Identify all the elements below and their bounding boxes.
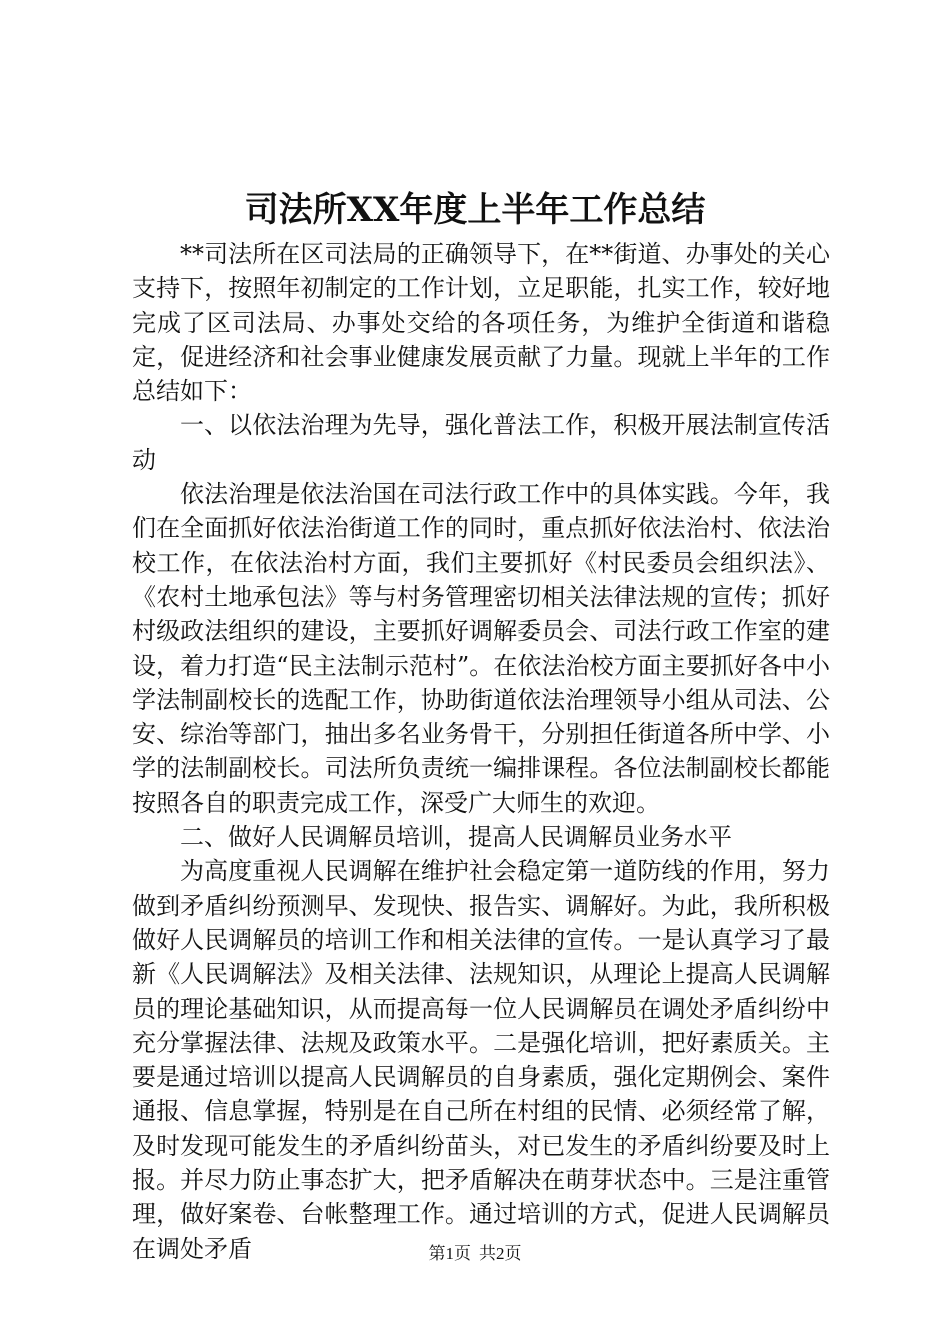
page-title: 司法所XX年度上半年工作总结 bbox=[244, 190, 706, 230]
page-number: 第1页 bbox=[428, 1244, 471, 1263]
page-footer bbox=[0, 1242, 950, 1266]
section-2-paragraph: 为高度重视人民调解在维护社会稳定第一道防线的作用，努力做到矛盾纠纷预测早、发现快、报告实、调解好。为此，我所积极做好人民调解员的培训工作和相关法律的宣传。一是认真学习了最新《人民调解法》及相关法律、法规知识，从理论上提高人民调解员的理论基础知识，从而提高每一位人民调解员在调处矛盾纠纷中充分掌握法律、法规及政策水平。二是强化培训，把好素质关。主要是通过培训以提高人民调解员的自身素质，强化定期例会、案件通报、信息掌握，特别是在自己所在村组的民情、必须经常了解，及时发现可能发生的矛盾纠纷苗头，对已发生的矛盾纠纷要及时上报。并尽力防止事态扩大，把矛盾解决在萌芽状态中。三是注重管理，做好案卷、台帐整理工作。通过培训的方式，促进人民调解员在调处矛盾 bbox=[132, 857, 830, 1263]
section-heading-1: 一、以依法治理为先导，强化普法工作，积极开展法制宣传活动 bbox=[132, 411, 830, 474]
section-1-paragraph: 依法治理是依法治国在司法行政工作中的具体实践。今年，我们在全面抓好依法治街道工作的同时，重点抓好依法治村、依法治校工作，在依法治村方面，我们主要抓好《村民委员会组织法》、《农村土地承包法》等与村务管理密切相关法律法规的宣传；抓好村级政法组织的建设，主要抓好调解委员会、司法行政工作室的建设，着力打造“民主法制示范村”。在依法治校方面主要抓好各中小学法制副校长的选配工作，协助街道依法治理领导小组从司法、公安、综治等部门，抽出多名业务骨干，分别担任街道各所中学、小学的法制副校长。司法所负责统一编排课程。各位法制副校长都能按照各自的职责完成工作，深受广大师生的欢迎。 bbox=[132, 480, 830, 817]
document-body bbox=[132, 237, 830, 1266]
intro-paragraph: **司法所在区司法局的正确领导下，在**街道、办事处的关心支持下，按照年初制定的工作计划，立足职能，扎实工作，较好地完成了区司法局、办事处交给的各项任务，为维护全街道和谐稳定，促进经济和社会事业健康发展贡献了力量。现就上半年的工作总结如下： bbox=[132, 240, 830, 406]
page-total: 共2页 bbox=[479, 1244, 522, 1263]
section-heading-2: 二、做好人民调解员培训，提高人民调解员业务水平 bbox=[180, 823, 732, 852]
